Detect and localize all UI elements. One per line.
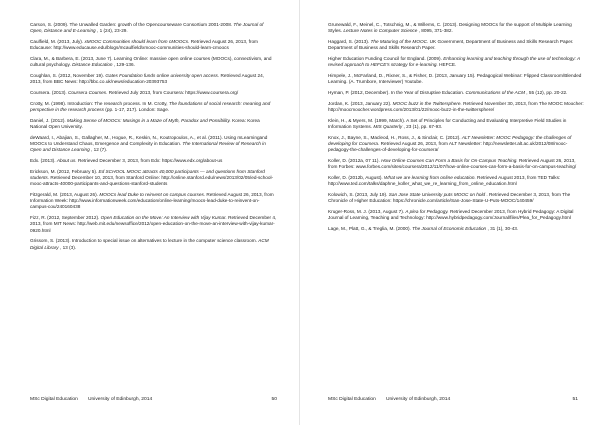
reference-text: Korea: Korea National Open University. [30, 117, 260, 129]
reference-text: Retrieved August 26, 2013, from Educause: http://www.educause.edu/blogs/mcaulfield/xmooc-communities-should-learn-cmoocs [30, 39, 258, 51]
reference-entry [30, 135, 277, 154]
reference-text: , 129-136. [112, 62, 135, 68]
reference-text: Jordan, K. (2013, January 22). [328, 100, 393, 106]
reference-text: Kolowich, S. (2013, July 19). [328, 192, 389, 197]
reference-text: Erickson, M. (2012, February 5). [30, 168, 99, 174]
reference-text: Retrieved December 2013, from Hybrid Pedagogy: A Digital Journal of Learning, Teaching and Technology: http://www.hybridpedagogy.com/Journal/files/Plea_for_Pedagogy.html [328, 209, 574, 221]
reference-entry [328, 175, 586, 187]
reference-text: Caulfield, M. (2013, July). [30, 39, 85, 44]
reference-text: Daniel, J. (2012). [30, 117, 67, 123]
reference-entry [328, 226, 586, 232]
reference-title: Enhancing learning and teaching through the use of technology: A revised approach to HEFCE's strategy for e-learning. [328, 56, 580, 68]
reference-text: , 8095, 371-382. [417, 28, 453, 34]
footer-program: MSc Digital Education [328, 397, 376, 402]
reference-entry [30, 169, 277, 188]
reference-entry [30, 90, 277, 96]
reference-text: (pp. 1-17, 217). London: Sage. [104, 107, 170, 112]
reference-entry [328, 56, 586, 68]
reference-entry [328, 192, 586, 204]
reference-text: Hyman, P. (2012, December). In the Year of Disruptive Education. [328, 90, 466, 95]
page-right [300, 0, 600, 425]
reference-title: MOOC buzz in the Twittersphere. [392, 100, 462, 106]
reference-title: MIS Quarterly [373, 124, 403, 129]
reference-title: Ed SCHOOL MOOC attracts 40,000 participants — and questions from Stanford students. [30, 168, 265, 180]
reference-text: Retrieved December 4, 2013, from MIT News: http://web.mit.edu/newsoffice/2012/open-education-on-the-move-an-interview-with-vijay-kumar-0920.html [30, 215, 277, 233]
reference-text: deWaard, I., Abajian, S., Gallagher, M., Hogue, R., Keskin, N., Koutropoulos, A., et al. (2011). Using mLearningand MOOCs to Understand Chaos, Emergence and Complexity in Education. [30, 134, 268, 146]
reference-text: Retrieved August 26, 2013, from ALT Newsletter: http://newsletter.alt.ac.uk/2012/08/mooc-pedagogy-the-challenges-of-developing-for-coursera/ [328, 141, 568, 153]
reference-entry [30, 215, 277, 234]
reference-entry [30, 118, 277, 130]
reference-title: Open Education on the Move: An Interview with Vijay Kumar. [100, 215, 227, 221]
reference-text: Retrieved December 3, 2013, from Edx: https://www.edx.org/about-us [76, 158, 223, 163]
footer-program: MSc Digital Education [30, 397, 78, 402]
reference-text: Retrieved August 26, 2013, from Information Week: http://www.informationweek.com/education/online-learning/moocs-lead-duke-to-reinvent-on-campus-cou/240160438 [30, 192, 274, 210]
reference-entry [30, 56, 277, 68]
page-number: 50 [271, 397, 277, 402]
reference-text: Himpele, J., McFarland, D., Rixner, S., & Fisher, D. (2013, January 15). Pedagogical Webinar: Flipped Classroom/Blended Learning. (A. Trumbore, Interviewer) Youtube. [328, 73, 582, 85]
reference-text: Grissom, S. (2013). Introduction to special issue on alternatives to lecture in the computer science classroom. [30, 238, 259, 244]
reference-text: Carson, S. (2009). The Unwalled Garden: growth of the Opencourseware Consortium 2001-2008. [30, 22, 234, 27]
reference-title: ALT Newsletter: MOOC Pedagogy: the challenges of developing for Coursera. [328, 134, 572, 146]
reference-title: What we are learning from online education. [384, 175, 476, 180]
reference-title: The foundations of social research: meaning and perspective in the research process [30, 100, 271, 112]
reference-entry [328, 22, 586, 34]
reference-entry [328, 39, 586, 51]
reference-text: Higher Education Funding Council for England. (2009). [328, 56, 444, 61]
page-footer-right [328, 397, 578, 403]
reference-text: Fizz, R. (2012, September 2012). [30, 215, 101, 221]
reference-title: Distance Education [72, 62, 113, 68]
reference-entry [328, 73, 586, 85]
reference-text: , 1 (24), 23-29. [95, 28, 128, 34]
reference-entry [30, 192, 277, 211]
reference-text: Coursera. (2013). [30, 90, 69, 95]
reference-title: San Jose State University puts MOOC on hold [388, 192, 486, 197]
reference-text: Retrieved December 10, 2013, from Stanford Online: http://online.stanford.edu/news/2013/02/05/ed-school-mooc-attracts-40000-participants-and-questions-stanford-students [30, 175, 274, 187]
reference-title: Gates Foundation funds online university open access. [105, 73, 220, 78]
reference-title: ACM Digital Library [30, 238, 269, 250]
reference-title: The Journal of Open, Distance and E-Learning [30, 22, 264, 34]
reference-text: Koller, D. (2012b, August). [328, 175, 385, 180]
reference-title: xMOOC Communities should learn from cMOOCs. [84, 39, 190, 44]
footer-university: University of Edinburgh, 2014 [386, 397, 451, 402]
reference-entry [30, 101, 277, 113]
reference-text: Kruger-Ross, M. J. (2013, August 7). [328, 209, 406, 214]
reference-entry [328, 101, 586, 113]
reference-title: Communications of the ACM [465, 90, 525, 95]
reference-entry [328, 118, 586, 130]
reference-entry [328, 135, 586, 154]
footer-university: University of Edinburgh, 2014 [88, 397, 153, 402]
reference-title: The Maturing of the MOOC. [370, 39, 429, 44]
reference-title: MOOCs lead Duke to reinvent on campus courses. [99, 192, 206, 197]
reference-title: The Journal of Economic Education [412, 226, 487, 231]
reference-entry [30, 158, 277, 164]
reference-text: Crotty, M. (1998). Introduction: The research process. In M. Crotty, [30, 100, 169, 106]
reference-text: Coughlan, S. (2012, November 19). [30, 73, 106, 78]
reference-text: Knox, J., Bayne, S., Macleod, H., Ross, J., & Sinclair, C. (2012). [328, 134, 462, 140]
reference-title: Making Sense of MOOCs: Musings in a Maze of Myth, Paradox and Possibility. [67, 117, 231, 123]
reference-title: The International Review of Research in Open and Distance Learning [30, 141, 266, 153]
reference-text: Edx. (2013). [30, 158, 57, 163]
reference-text: Fitzgerald, M. (2013, August 26). [30, 192, 100, 197]
reference-text: , 31 (1), 30-43. [486, 226, 519, 231]
reference-text: , 13 (3). [58, 244, 77, 250]
reference-entry [30, 39, 277, 51]
reference-entry [328, 209, 586, 221]
reference-entry [328, 90, 586, 96]
reference-title: Coursera Courses. [68, 90, 108, 95]
reference-text: Retrieved July 2013, from Coursera: https://www.coursera.org/ [107, 90, 239, 95]
reference-text: Retrieved August 2013, from TED Talks: http://www.ted.com/talks/daphne_koller_what_we_re_learning_from_online_education.html [328, 175, 561, 187]
reference-text: . Retrieved December 3, 2013, from The Chronicle of Higher Education: https://chronicle.com/article/San-Jose-State-U-Puts-MOOC/140459/ [328, 192, 571, 204]
reference-text: Lage, M., Platt, G., & Treglia, M. (2000). [328, 226, 413, 231]
reference-text: Grunewald, F., Meinel, C., Totschnig, M., & Willems, C. (2013). Designing MOOCs for the support of Multiple Learning Styles. [328, 22, 572, 34]
page-footer-left [30, 397, 277, 403]
reference-text: Klein, H., & Myers, M. (1999, March). A Set of Principles for Conducting and Evaluating Interpretive Field Studies in Information Systems. [328, 117, 567, 129]
reference-text: Haggard, S. (2013). [328, 39, 371, 44]
reference-text: UK Government, Department of Business and Skills Research Paper. Department of Business and Skills Research Paper. [328, 39, 574, 51]
reference-list-left [30, 22, 277, 251]
reference-entry [30, 22, 277, 34]
reference-list-right [328, 22, 586, 232]
reference-text: Retrieved August 26, 2013, from Forbes: www.forbes.com/sites/coursera/2012/11/07/how-online-courses-can-form-a-basis-for-on-campus-teaching/ [328, 158, 577, 170]
reference-text: Retrieved August 24, 2013, from BBC News: http://bbc.co.uk/news/education-20393753 [30, 73, 265, 85]
reference-text: Koller, D. (2012a, 07 11). [328, 158, 382, 163]
reference-text: , 12 (7). [89, 147, 108, 153]
reference-text: , 23 (1), pp. 67-93. [402, 124, 443, 129]
reference-text: Clara, M., & Barbera, E. (2013, June 7). Learning Online: massive open online courses (MOOCs), connectivism, and cultural psychology. [30, 56, 272, 68]
reference-title: A plea for Pedagogy. [405, 209, 449, 214]
reference-title: How Online Courses Can Form a Basis for On-Campus Teaching. [381, 158, 518, 163]
reference-text: Retrieved November 30, 2013, from The MOOC Moocher: http://moocmoocher.wordpress.com/2013/01/22/mooc-buzz-in-the-twittersphere/ [328, 100, 584, 112]
page-number: 51 [572, 397, 578, 402]
reference-entry [328, 158, 586, 170]
reference-title: Lecture Notes in Computer Science [343, 28, 418, 34]
reference-title: About us. [56, 158, 77, 163]
reference-entry [30, 238, 277, 250]
reference-entry [30, 73, 277, 85]
reference-text: , 55 (12), pp. 20-22. [524, 90, 568, 95]
reference-text: HEFCE. [437, 62, 457, 68]
